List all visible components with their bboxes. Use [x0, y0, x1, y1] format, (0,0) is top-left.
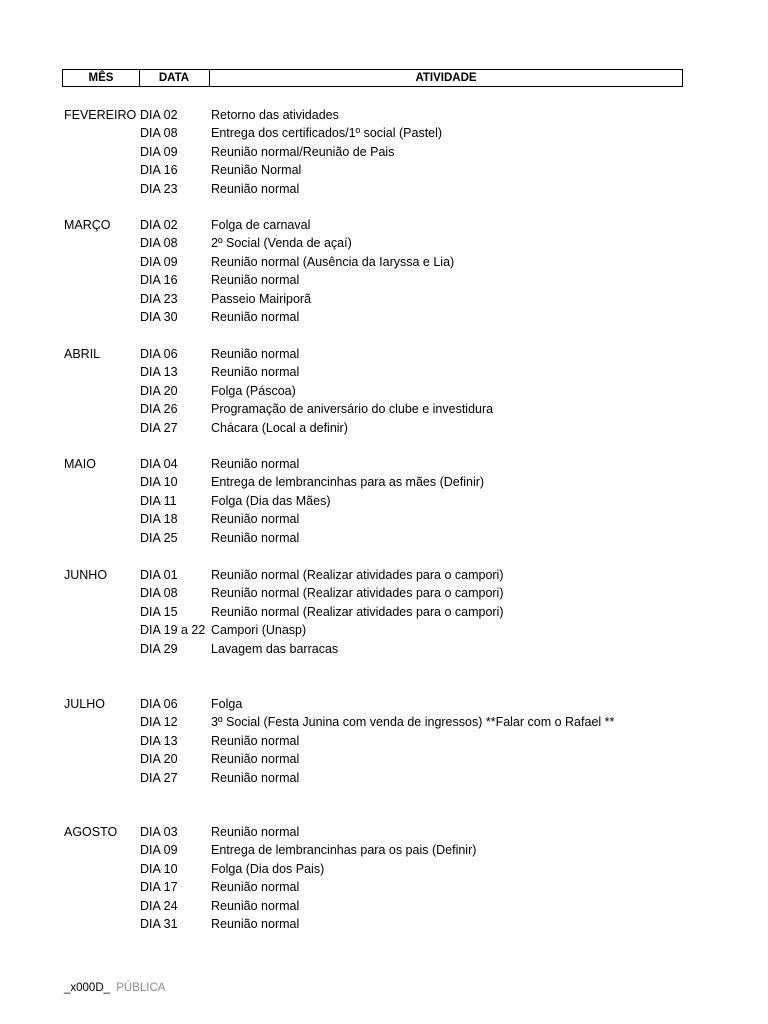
entry-activity: Reunião normal [211, 898, 300, 913]
entry-activity: Entrega dos certificados/1º social (Pastel) [211, 126, 443, 141]
entry-activity: Reunião normal [211, 770, 300, 785]
entry-activity: Reunião normal [211, 181, 300, 196]
entry-activity: Folga [211, 697, 243, 711]
entry-date: DIA 02 [140, 108, 178, 122]
entry-activity: Reunião normal (Ausência da Iaryssa e Lia) [211, 254, 455, 269]
entry-activity: Chácara (Local a definir) [211, 420, 348, 435]
entry-date: DIA 23 [140, 181, 178, 196]
entry-activity: Reunião normal [211, 457, 300, 471]
entry-date: DIA 27 [140, 420, 178, 435]
entry-date: DIA 09 [140, 254, 178, 269]
entry-date: DIA 13 [140, 733, 178, 748]
classification-label: PÚBLICA [116, 982, 166, 994]
entry-activity: Entrega de lembrancinhas para os pais (Definir) [211, 843, 477, 858]
entry-date: DIA 15 [140, 604, 178, 619]
entry-date: DIA 10 [140, 475, 178, 490]
entry-date: DIA 18 [140, 512, 178, 527]
entry-date: DIA 20 [140, 383, 178, 398]
entry-date: DIA 04 [140, 457, 178, 471]
month-name: FEVEREIRO [64, 108, 137, 122]
footer [64, 979, 165, 997]
entry-date: DIA 25 [140, 530, 178, 545]
month-name: MAIO [64, 457, 96, 471]
entry-date: DIA 13 [140, 365, 178, 380]
entry-activity: Reunião normal (Realizar atividades para o campori) [211, 568, 504, 582]
entry-date: DIA 03 [140, 825, 178, 839]
header-date: DATA [139, 70, 210, 86]
entry-date: DIA 08 [140, 126, 178, 141]
entry-activity: 2º Social (Venda de açaí) [211, 236, 352, 251]
entry-activity: Reunião normal [211, 530, 300, 545]
entry-date: DIA 31 [140, 917, 178, 931]
entry-activity: Reunião normal [211, 752, 300, 767]
entry-date: DIA 09 [140, 843, 178, 858]
entry-activity: Reunião normal [211, 512, 300, 527]
entry-date: DIA 19 a 22 [140, 623, 206, 638]
entry-date: DIA 09 [140, 144, 178, 159]
entry-activity: Entrega de lembrancinhas para as mães (Definir) [211, 475, 485, 490]
table-header [62, 69, 683, 87]
entry-date: DIA 06 [140, 347, 178, 361]
entry-date: DIA 06 [140, 697, 178, 711]
entry-activity: 3º Social (Festa Junina com venda de ingressos) **Falar com o Rafael ** [211, 715, 615, 730]
entry-activity: Reunião normal [211, 733, 300, 748]
entry-activity: Reunião normal [211, 825, 300, 839]
month-name: JULHO [64, 697, 105, 711]
entry-activity: Lavagem das barracas [211, 641, 339, 656]
entry-date: DIA 23 [140, 291, 178, 306]
entry-date: DIA 10 [140, 861, 178, 876]
month-name: AGOSTO [64, 825, 118, 839]
entry-date: DIA 02 [140, 218, 178, 232]
entry-activity: Reunião normal [211, 347, 300, 361]
header-activity: ATIVIDADE [415, 72, 477, 84]
entry-activity: Reunião normal (Realizar atividades para o campori) [211, 604, 504, 619]
header-month: MÊS [63, 70, 140, 86]
entry-activity: Reunião normal [211, 273, 300, 288]
entry-activity: Passeio Mairiporã [211, 291, 312, 306]
month-name: MARÇO [64, 218, 111, 232]
entry-activity: Reunião normal [211, 310, 300, 324]
entry-date: DIA 12 [140, 715, 178, 730]
month-name: JUNHO [64, 568, 108, 582]
entry-activity: Folga (Dia das Mães) [211, 493, 331, 508]
footer-code: _x000D_ [64, 982, 111, 994]
entry-activity: Programação de aniversário do clube e investidura [211, 402, 494, 417]
entry-activity: Reunião Normal [211, 163, 302, 178]
entry-activity: Campori (Unasp) [211, 623, 307, 638]
entry-date: DIA 11 [140, 493, 177, 508]
entry-date: DIA 20 [140, 752, 178, 767]
entry-date: DIA 01 [140, 568, 178, 582]
entry-date: DIA 17 [140, 880, 178, 895]
entry-date: DIA 16 [140, 273, 178, 288]
entry-date: DIA 29 [140, 641, 178, 656]
entry-date: DIA 24 [140, 898, 178, 913]
entry-date: DIA 30 [140, 310, 178, 324]
entry-date: DIA 27 [140, 770, 178, 785]
month-name: ABRIL [64, 347, 101, 361]
entry-activity: Reunião normal (Realizar atividades para o campori) [211, 586, 504, 601]
entry-date: DIA 16 [140, 163, 178, 178]
entry-activity: Retorno das atividades [211, 108, 339, 122]
entry-date: DIA 26 [140, 402, 178, 417]
entry-activity: Folga (Dia dos Pais) [211, 861, 325, 876]
entry-activity: Reunião normal [211, 917, 300, 931]
entry-activity: Folga (Páscoa) [211, 383, 296, 398]
entry-activity: Reunião normal [211, 880, 300, 895]
entry-date: DIA 08 [140, 236, 178, 251]
entry-activity: Folga de carnaval [211, 218, 311, 232]
entry-activity: Reunião normal [211, 365, 300, 380]
entry-activity: Reunião normal/Reunião de Pais [211, 144, 395, 159]
entry-date: DIA 08 [140, 586, 178, 601]
